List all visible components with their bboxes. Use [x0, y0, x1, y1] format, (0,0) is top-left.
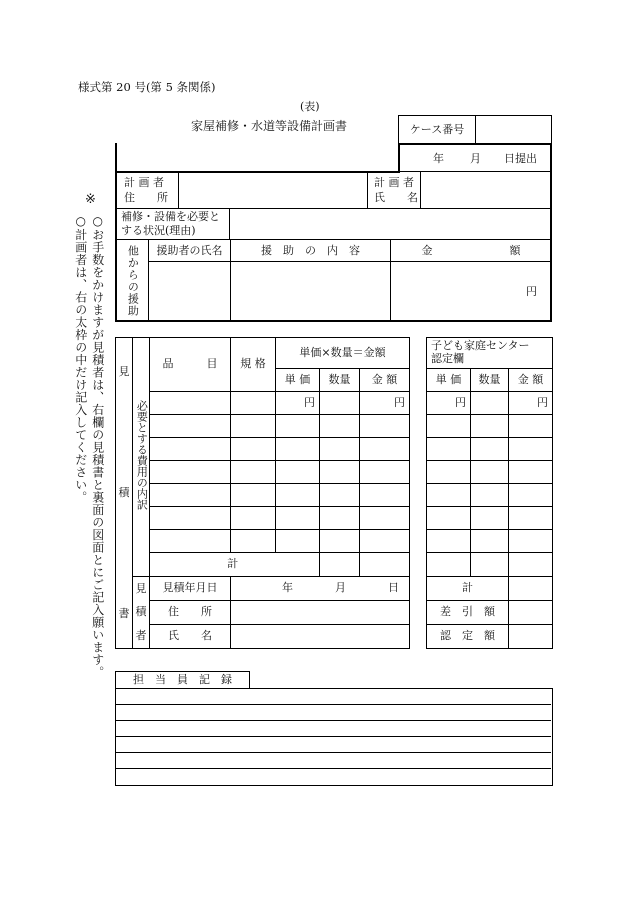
amount-cell[interactable] [360, 461, 410, 484]
note-line-2: ○お手数をかけますが見積者は、右欄の見積書と裏面の図面とにご記入願います。 [90, 214, 105, 679]
amount-cell[interactable] [360, 438, 410, 461]
amount-cell[interactable] [360, 507, 410, 530]
planner-name-field[interactable] [422, 174, 549, 207]
unit-price-cell[interactable] [276, 461, 320, 484]
center-approval-title: 子ども家庭センター 認定欄 [427, 338, 553, 369]
quantity-cell[interactable] [320, 461, 360, 484]
amount-cell[interactable] [360, 530, 410, 553]
deduction-field[interactable] [509, 601, 553, 625]
table-row [427, 392, 553, 415]
center-quantity-header: 数量 [471, 369, 509, 392]
item-cell[interactable] [150, 484, 231, 507]
table-row [116, 507, 410, 530]
quantity-cell[interactable] [320, 415, 360, 438]
deduction-label: 差 引 額 [427, 601, 509, 625]
approved-amount-label: 認 定 額 [427, 625, 509, 649]
estimate-date-field[interactable]: 年 月 日 [231, 577, 410, 601]
estimate-table [115, 337, 410, 649]
spec-cell[interactable] [231, 415, 276, 438]
frame-top-left [115, 171, 400, 173]
center-approval-table [426, 337, 553, 649]
estimate-outer-label: 見 積 書 [116, 338, 133, 649]
note-line-1: ○計画者は、右の太枠の中だけ記入してください。 [73, 214, 88, 504]
table-row [427, 415, 553, 438]
case-number-label: ケース番号 [409, 122, 465, 136]
submitted-day: 日提出 [504, 152, 537, 165]
date-row-bottom [400, 171, 552, 172]
cost-breakdown-label: 必要とする費用の内訳 [133, 338, 150, 577]
form-number: 様式第 20 号(第 5 条関係) [78, 80, 216, 94]
reason-label-2: する状況(理由) [121, 224, 196, 237]
assistance-amount-header: 金 額 [421, 243, 521, 257]
helper-name-header: 援助者の氏名 [156, 243, 223, 257]
estimate-date-label: 見積年月日 [150, 577, 231, 601]
unit-price-cell[interactable] [276, 415, 320, 438]
page-title: 家屋補修・水道等設備計画書 [191, 119, 348, 133]
amount-cell[interactable] [360, 484, 410, 507]
estimator-name-field[interactable] [231, 625, 410, 649]
amount-cell[interactable] [360, 415, 410, 438]
item-cell[interactable] [150, 415, 231, 438]
center-unit-price-header: 単 価 [427, 369, 471, 392]
estimator-name-label: 氏 名 [150, 625, 231, 649]
formula-header: 単価×数量＝金額 [276, 338, 410, 369]
table-row [427, 461, 553, 484]
assistance-content-field[interactable] [232, 263, 388, 319]
table-row [116, 484, 410, 507]
spec-cell[interactable] [231, 484, 276, 507]
reason-field[interactable] [231, 211, 549, 238]
center-total-label: 計 [427, 577, 509, 601]
item-cell[interactable] [150, 461, 231, 484]
planner-address-field[interactable] [180, 174, 365, 207]
estimator-address-field[interactable] [231, 601, 410, 625]
reason-label-1: 補修・設備を必要と [121, 210, 220, 223]
other-assistance-label: 他からの援助 [126, 245, 140, 317]
quantity-header: 数量 [320, 369, 360, 392]
estimator-address-label: 住 所 [150, 601, 231, 625]
table-row [116, 530, 410, 553]
table-row [427, 484, 553, 507]
submitted-month: 月 [470, 152, 481, 165]
table-row [427, 553, 553, 577]
table-row [116, 392, 410, 415]
table-row [427, 507, 553, 530]
unit-price-header: 単 価 [276, 369, 320, 392]
quantity-cell[interactable] [320, 438, 360, 461]
item-cell[interactable] [150, 507, 231, 530]
item-cell[interactable] [150, 438, 231, 461]
item-cell[interactable] [150, 530, 231, 553]
quantity-cell[interactable] [320, 507, 360, 530]
quantity-cell[interactable] [320, 392, 360, 415]
unit-price-cell[interactable] [276, 507, 320, 530]
spec-cell[interactable] [231, 392, 276, 415]
spec-cell[interactable] [231, 461, 276, 484]
center-amount-cell[interactable]: 円 [509, 392, 553, 415]
amount-header: 金 額 [360, 369, 410, 392]
item-cell[interactable] [150, 392, 231, 415]
estimate-total-unit[interactable] [276, 553, 320, 577]
frame-notch-vertical [398, 143, 400, 172]
planner-address-label-1: 計 画 者 [124, 176, 164, 189]
unit-price-cell[interactable] [276, 484, 320, 507]
center-unit-price-cell[interactable]: 円 [427, 392, 471, 415]
amount-cell[interactable]: 円 [360, 392, 410, 415]
center-amount-header: 金 額 [509, 369, 553, 392]
estimate-total-label: 計 [150, 553, 276, 577]
estimator-label: 見 積 者 [133, 577, 150, 649]
planner-name-label-1: 計 画 者 [374, 176, 414, 189]
submitted-year: 年 [433, 152, 444, 165]
center-quantity-cell[interactable] [471, 392, 509, 415]
estimate-total-amount[interactable] [360, 553, 410, 577]
item-header: 品 目 [150, 338, 231, 392]
table-row [116, 461, 410, 484]
estimate-total-qty[interactable] [320, 553, 360, 577]
staff-record-field[interactable] [117, 689, 550, 783]
unit-price-cell[interactable]: 円 [276, 392, 320, 415]
approved-amount-field[interactable] [509, 625, 553, 649]
spec-cell[interactable] [231, 507, 276, 530]
frame-notch-top [398, 143, 552, 145]
planner-address-label-2: 住 所 [124, 191, 168, 204]
case-number-value[interactable] [476, 116, 550, 144]
spec-header: 規 格 [231, 338, 276, 392]
side-label: (表) [300, 100, 320, 113]
note-mark: ※ [85, 192, 96, 207]
quantity-cell[interactable] [320, 530, 360, 553]
assistance-content-header: 援 助 の 内 容 [261, 243, 360, 257]
quantity-cell[interactable] [320, 484, 360, 507]
spec-cell[interactable] [231, 438, 276, 461]
table-row [427, 530, 553, 553]
planner-name-label-2: 氏 名 [374, 191, 418, 204]
table-row [116, 438, 410, 461]
unit-price-cell[interactable] [276, 530, 320, 553]
spec-cell[interactable] [231, 530, 276, 553]
helper-name-field[interactable] [150, 263, 228, 319]
center-total-field[interactable] [509, 577, 553, 601]
assistance-yen: 円 [526, 285, 537, 298]
unit-price-cell[interactable] [276, 438, 320, 461]
table-row [427, 438, 553, 461]
staff-record-label: 担 当 員 記 録 [133, 672, 232, 686]
table-row [116, 415, 410, 438]
